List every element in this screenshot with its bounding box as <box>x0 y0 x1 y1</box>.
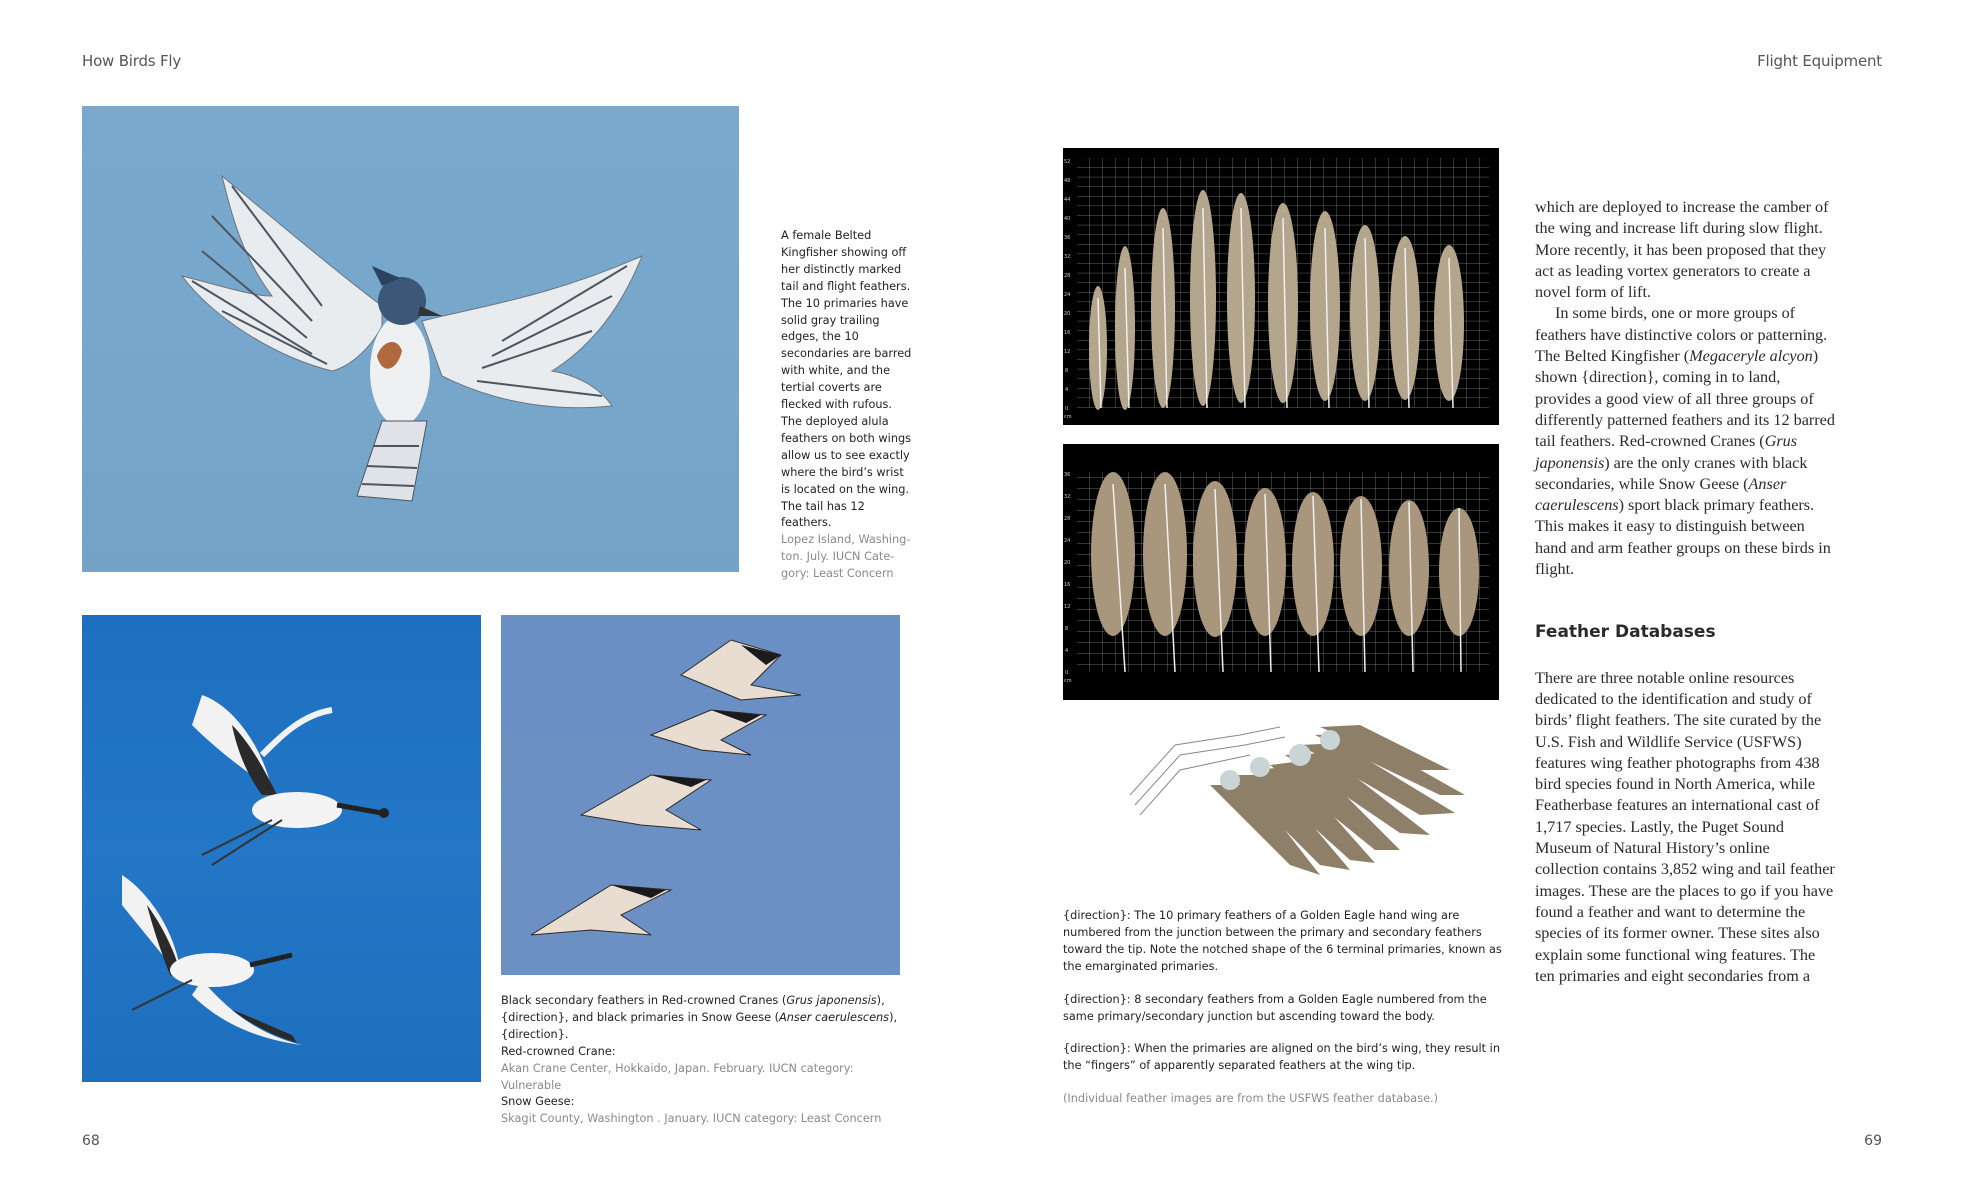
svg-text:24: 24 <box>1064 292 1071 298</box>
section-heading-feather-databases: Feather Databases <box>1535 622 1716 643</box>
feather-image-credit: (Individual feather images are from the USFWS feather database.) <box>1063 1092 1439 1106</box>
svg-text:0: 0 <box>1065 670 1069 676</box>
svg-text:8: 8 <box>1065 368 1069 374</box>
svg-text:28: 28 <box>1064 273 1071 279</box>
secondary-feathers-panel <box>1063 444 1499 700</box>
svg-text:cm: cm <box>1064 414 1072 420</box>
svg-text:4: 4 <box>1065 648 1069 654</box>
svg-text:20: 20 <box>1064 560 1071 566</box>
cranes-geese-caption-main: Black secondary feathers in Red-crowned Cranes (Grus japonensis), {direction}, and black primaries in Snow Geese (Anser caerulescens), {direction}. <box>501 994 898 1041</box>
geese-location: Skagit County, Washington . January. IUCN category: Least Concern <box>501 1112 882 1126</box>
cranes-geese-caption <box>501 993 911 1128</box>
svg-text:28: 28 <box>1064 516 1071 522</box>
svg-text:16: 16 <box>1064 582 1071 588</box>
kingfisher-caption <box>781 228 913 583</box>
belted-kingfisher-photo <box>82 106 739 572</box>
right-running-head: Flight Equipment <box>1757 52 1882 70</box>
primary-feathers-grid-icon <box>1063 148 1499 425</box>
geese-icon <box>501 615 900 975</box>
secondary-feathers-grid-icon <box>1063 444 1499 700</box>
svg-text:cm: cm <box>1064 678 1072 684</box>
page-number-right: 69 <box>1864 1133 1882 1149</box>
body-paragraph-2: In some birds, one or more groups of feathers have distinctive colors or patterning. The Belted Kingfisher (Megaceryle alcyon) shown {direction}, coming in to land, provides a good view of all three groups of differently patterned feathers and its 12 barred tail feathers. Red-crowned Cranes (Grus japonensis) are the only cranes with black secondaries, while Snow Geese (Anser caerulescens) sport black primary feathers. This makes it easy to distinguish between hand and arm feather groups on these birds in flight. <box>1535 304 1835 579</box>
body-paragraph-3: There are three notable online resources dedicated to the identification and study of birds’ flight feathers. The site curated by the U.S. Fish and Wildlife Service (USFWS) features wing feather photographs from 438 bird species found in North America, while Featherbase features an international cast of 1,717 species. Lastly, the Puget Sound Museum of Natural History’s online collection contains 3,852 wing and tail feather images. These are the places to go if you have found a feather and want to determine the species of its former owner. These sites also explain some functional wing features. The ten primaries and eight secondaries from a <box>1535 668 1835 985</box>
body-text-column <box>1535 197 1835 987</box>
primary-feathers-panel <box>1063 148 1499 425</box>
svg-text:24: 24 <box>1064 538 1071 544</box>
feather-figure-captions <box>1063 908 1513 1108</box>
svg-text:32: 32 <box>1064 254 1071 260</box>
svg-text:52: 52 <box>1064 159 1071 165</box>
primaries-caption: {direction}: The 10 primary feathers of a Golden Eagle hand wing are numbered from the junction between the primary and secondary feathers toward the tip. Note the notched shape of the 6 terminal primaries, known as the emarginated primaries. <box>1063 909 1502 973</box>
red-crowned-cranes-photo <box>82 615 481 1082</box>
svg-text:36: 36 <box>1064 472 1071 478</box>
crane-location: Akan Crane Center, Hokkaido, Japan. February. IUCN category: Vulnerable <box>501 1061 854 1092</box>
cranes-icon <box>82 615 481 1082</box>
svg-text:12: 12 <box>1064 349 1071 355</box>
kingfisher-caption-location: Lopez Island, Washington. July. IUCN Category: Least Concern <box>781 533 911 581</box>
wing-caption: {direction}: When the primaries are aligned on the bird’s wing, they result in the “fingers” of apparently separated feathers at the wing tip. <box>1063 1042 1500 1073</box>
svg-text:12: 12 <box>1064 604 1071 610</box>
svg-text:44: 44 <box>1064 197 1071 203</box>
svg-text:48: 48 <box>1064 178 1071 184</box>
eagle-wing-icon <box>1120 715 1500 895</box>
snow-geese-photo <box>501 615 900 975</box>
body-paragraph-1: which are deployed to increase the camber of the wing and increase lift during slow flight. More recently, it has been proposed that they act as leading vortex generators to create a novel form of lift. <box>1535 198 1829 302</box>
svg-text:32: 32 <box>1064 494 1071 500</box>
svg-text:4: 4 <box>1065 387 1069 393</box>
golden-eagle-wing-illustration <box>1120 715 1500 895</box>
left-running-head: How Birds Fly <box>82 52 182 70</box>
kingfisher-icon <box>82 106 739 572</box>
geese-label: Snow Geese: <box>501 1095 575 1109</box>
svg-text:8: 8 <box>1065 626 1069 632</box>
secondaries-caption: {direction}: 8 secondary feathers from a Golden Eagle numbered from the same primary/secondary junction but ascending toward the body. <box>1063 992 1487 1023</box>
svg-text:36: 36 <box>1064 235 1071 241</box>
page-number-left: 68 <box>82 1133 100 1149</box>
crane-label: Red-crowned Crane: <box>501 1044 616 1058</box>
kingfisher-caption-main: A female Belted Kingfisher showing off her distinctly marked tail and flight feathers. The 10 primaries have solid gray trailing edges, the 10 secondaries are barred with white, and the tertial coverts are flecked with rufous. The deployed alula feathers on both wings allow us to see exactly where the bird’s wrist is located on the wing. The tail has 12 feathers. <box>781 229 912 530</box>
svg-text:20: 20 <box>1064 311 1071 317</box>
svg-text:40: 40 <box>1064 216 1071 222</box>
svg-text:16: 16 <box>1064 330 1071 336</box>
svg-text:0: 0 <box>1065 406 1069 412</box>
